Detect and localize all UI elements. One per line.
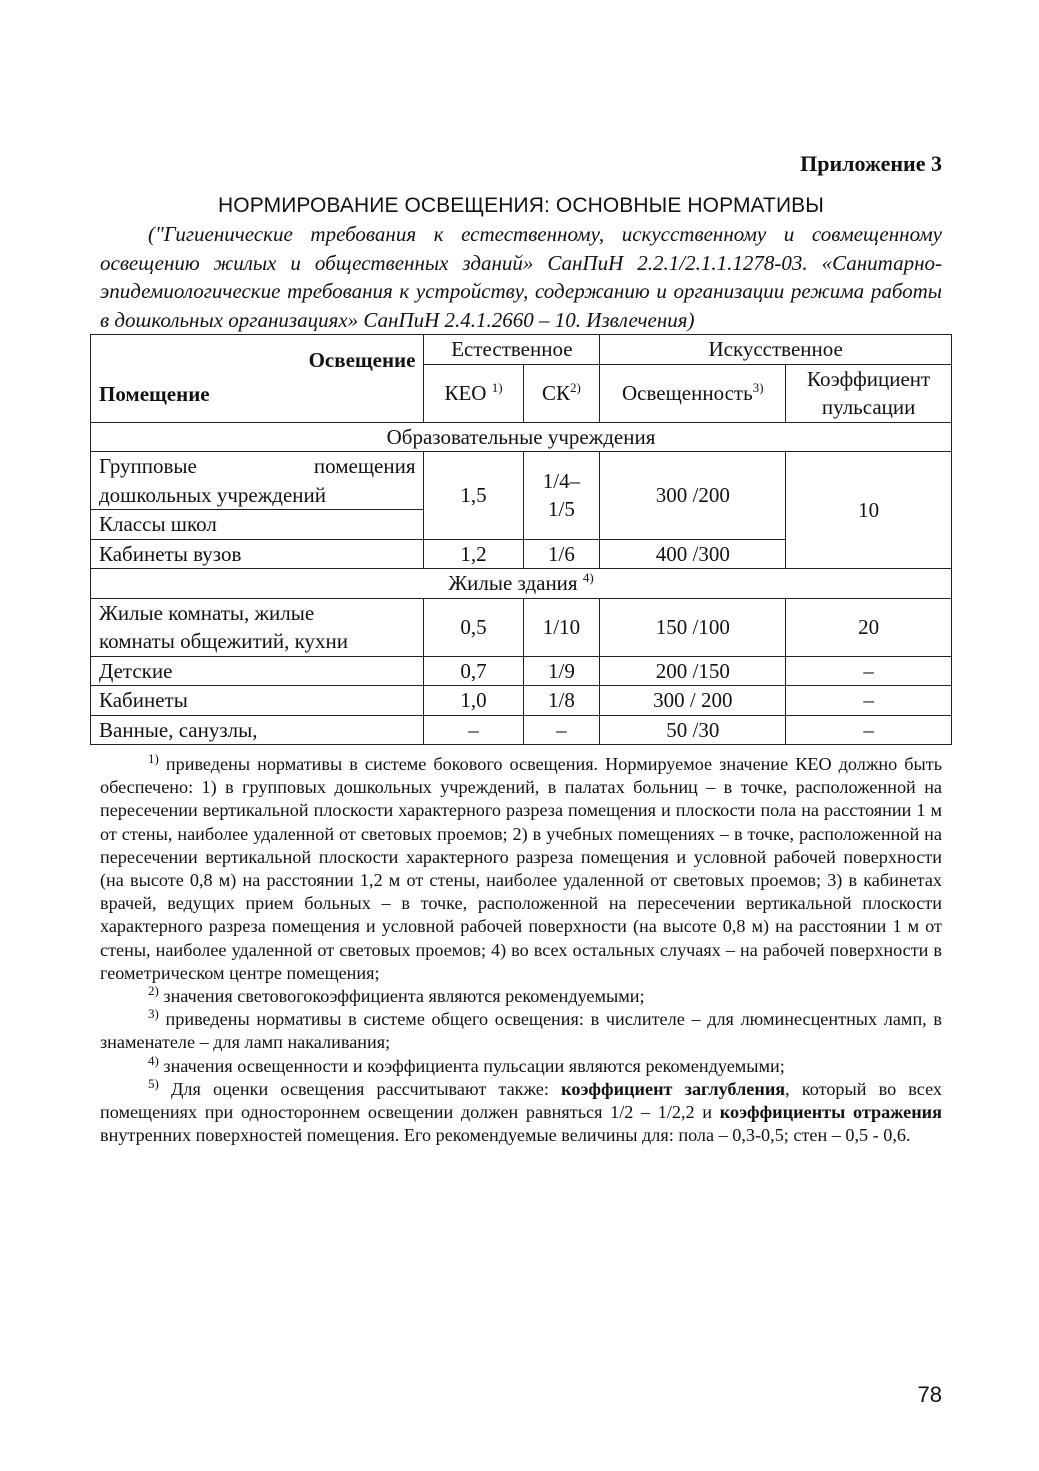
header-illuminance-footnote: 3) [752, 379, 764, 395]
footnote-text: значения освещенности и коэффициента пульсации являются рекомендуемыми; [158, 1055, 785, 1076]
header-sk-footnote: 2) [570, 379, 581, 395]
table-row [91, 686, 952, 716]
header-illuminance [600, 364, 786, 422]
header-sk-label: СК [541, 380, 570, 405]
sk-cell: – [523, 715, 600, 745]
room-name-line-1: Жилые комнаты, жилые [99, 600, 315, 625]
footnote-text: внутренних поверхностей помещения. Его рекомендуемые величины для: пола – 0,3-0,5; стен – 0,5 - 0,6. [100, 1125, 911, 1146]
pulsation-cell: – [786, 715, 952, 745]
appendix-label: Приложение 3 [800, 151, 942, 176]
section-row [91, 422, 952, 452]
footnotes [100, 750, 943, 1147]
room-cell: Кабинеты вузов [91, 539, 424, 569]
illuminance-cell: 300 / 200 [600, 686, 786, 716]
keo-cell: – [424, 715, 523, 745]
subtitle-part-2: «Санитарно-эпидемиологические требования к устройству, содержанию и организации режима работы в дошкольных организациях» СанПиН 2.4.1.2660 – 10. Извлечения) [100, 250, 942, 332]
room-cell [91, 598, 424, 656]
header-pulsation-line-1: Коэффициент [807, 366, 931, 391]
table-header-row [91, 335, 952, 365]
header-keo [424, 364, 523, 422]
pulsation-cell: – [786, 656, 952, 686]
header-keo-label: КЕО [444, 380, 487, 405]
room-name-line-1 [99, 452, 415, 481]
header-artificial: Искусственное [600, 335, 952, 365]
footnote-term: коэффициент заглубления [561, 1078, 786, 1099]
sk-cell: 1/9 [523, 656, 600, 686]
table-row [91, 598, 952, 656]
header-illuminance-label: Освещенность [622, 380, 753, 405]
section-title-footnote: 4) [582, 570, 594, 585]
document-page [100, 150, 942, 1147]
keo-cell: 0,7 [424, 656, 523, 686]
table-row [91, 656, 952, 686]
section-title-residential [91, 569, 952, 599]
footnote-4 [100, 1052, 942, 1078]
room-name-line-2: дошкольных учреждений [99, 482, 326, 507]
header-diagonal-cell [91, 335, 424, 423]
pulsation-cell: 10 [786, 452, 952, 569]
illuminance-cell: 200 /150 [600, 656, 786, 686]
room-cell [91, 452, 424, 510]
room-name-line-2: комнаты общежитий, кухни [99, 629, 349, 653]
room-word-1: Групповые [99, 454, 197, 478]
header-pulsation [786, 364, 952, 422]
footnote-text: приведены нормативы в системе общего освещения: в числителе – для люминесцентных ламп, в знаменателе – для ламп накаливания; [100, 1009, 942, 1053]
keo-cell: 1,2 [424, 539, 523, 569]
illuminance-cell: 300 /200 [600, 452, 786, 540]
keo-cell: 0,5 [424, 598, 523, 656]
footnote-marker: 1) [148, 750, 159, 766]
footnote-2 [100, 982, 942, 1008]
header-natural: Естественное [424, 335, 600, 365]
document-subtitle [100, 220, 942, 334]
footnote-text: , который во всех помещениях при одностороннем освещении должен равняться 1/2 – 1/2,2 и [100, 1078, 943, 1123]
footnote-text: Для оценки освещения рассчитывают также: [158, 1078, 562, 1099]
room-cell: Классы школ [91, 510, 424, 540]
footnote-text: значения световогокоэффициента являются рекомендуемыми; [158, 986, 645, 1007]
section-title-education: Образовательные учреждения [91, 422, 952, 452]
sk-line-1: 1/4– [542, 468, 581, 493]
pulsation-cell: 20 [786, 598, 952, 656]
subtitle-part-1: ("Гигиенические требования к естественному, искусственному и совмещенному освещению жилых и общественных зданий» СанПиН 2.2.1/2.1.1.1278-03. [100, 222, 942, 275]
page-number: 78 [917, 1382, 942, 1407]
header-keo-footnote: 1) [491, 379, 503, 395]
sk-cell [523, 452, 600, 540]
section-row [91, 569, 952, 599]
table-row [91, 452, 952, 510]
room-word-2: помещения [313, 454, 416, 478]
footnote-5 [100, 1075, 943, 1148]
footnote-marker: 2) [148, 982, 159, 998]
sk-cell: 1/6 [523, 539, 600, 569]
footnote-marker: 3) [148, 1006, 159, 1022]
sk-cell: 1/8 [523, 686, 600, 716]
illuminance-cell: 150 /100 [600, 598, 786, 656]
section-title-text: Жилые здания [448, 571, 578, 595]
table-row [91, 715, 952, 745]
footnote-1 [100, 750, 942, 985]
sk-line-2: 1/5 [547, 497, 575, 522]
header-pulsation-line-2: пульсации [821, 395, 916, 419]
room-cell: Кабинеты [91, 686, 424, 716]
document-title: НОРМИРОВАНИЕ ОСВЕЩЕНИЯ: ОСНОВНЫЕ НОРМАТИВЫ [218, 194, 824, 217]
header-lighting: Освещение [308, 347, 416, 372]
footnote-text: приведены нормативы в системе бокового освещения. Нормируемое значение КЕО должно быть обеспечено: 1) в групповых дошкольных учреждений, в палатах больниц – в точке, расположенной на пересечении вертикальной плоскости характерного разреза помещения и плоскости пола на расстоянии 1 м от стены, наиболее удаленной от световых проемов; 2) в учебных помещениях – в точке, расположенной на пересечении вертикальной плоскости характерного разреза помещения и условной рабочей поверхности (на высоте 0,8 м) на расстоянии 1,2 м от стены, наиболее удаленной от световых проемов; 3) в кабинетах врачей, ведущих прием больных – в точке, расположенной на пересечении вертикальной плоскости характерного разреза помещения и условной рабочей поверхности (на высоте 0,8 м) на расстоянии 1 м от стены, наиболее удаленной от световых проемов; 4) во всех остальных случаях – на рабочей поверхности в геометрическом центре помещения; [100, 754, 942, 983]
illuminance-cell: 50 /30 [600, 715, 786, 745]
footnote-marker: 5) [148, 1075, 159, 1091]
keo-cell: 1,0 [424, 686, 523, 716]
footnote-3 [100, 1008, 942, 1054]
sk-cell: 1/10 [523, 598, 600, 656]
keo-cell: 1,5 [424, 452, 523, 540]
room-cell: Ванные, санузлы, [91, 715, 424, 745]
norms-table [90, 334, 952, 745]
pulsation-cell: – [786, 686, 952, 716]
room-cell: Детские [91, 656, 424, 686]
footnote-marker: 4) [148, 1052, 159, 1068]
header-sk [523, 364, 600, 422]
footnote-term: коэффициенты отражения [719, 1102, 942, 1123]
illuminance-cell: 400 /300 [600, 539, 786, 569]
header-room: Помещение [99, 382, 210, 407]
